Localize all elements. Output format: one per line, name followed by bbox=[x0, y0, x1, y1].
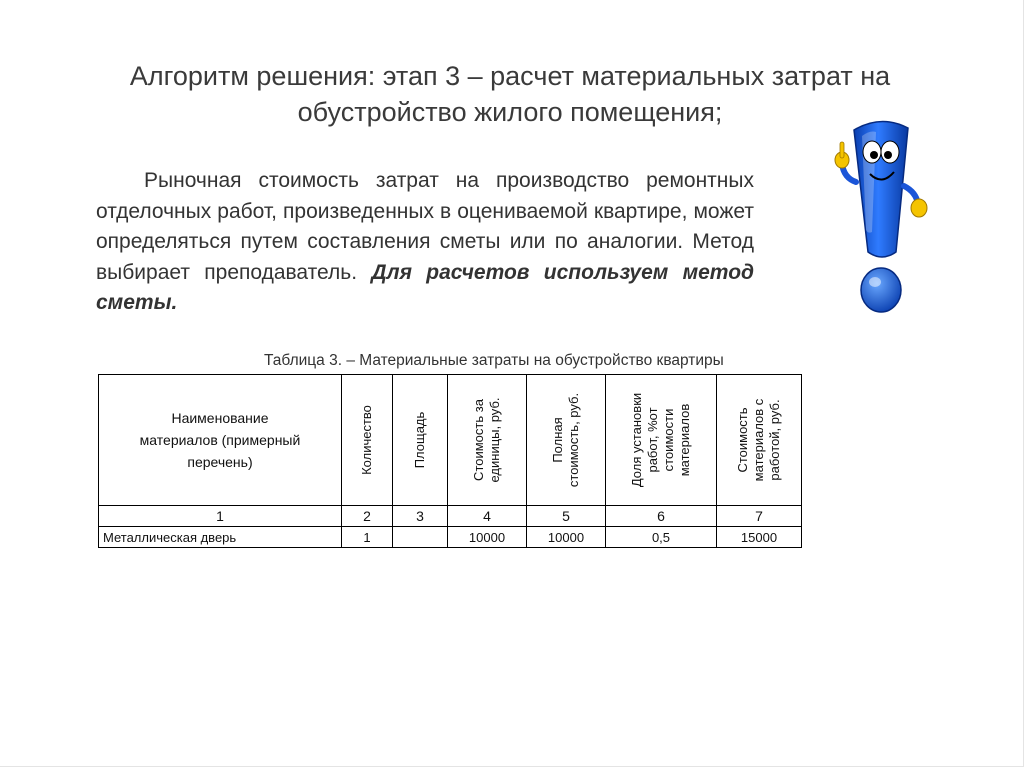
header-quantity: Количество bbox=[342, 375, 393, 506]
body-emphasis: Для расчетов используем метод сметы. bbox=[96, 260, 754, 314]
header-total-with-work: Стоимость материалов с работой, руб. bbox=[717, 375, 802, 506]
header-name: Наименование материалов (примерный перечень) bbox=[99, 375, 342, 506]
cell-unit-cost: 10000 bbox=[448, 527, 527, 548]
table-row bbox=[99, 527, 802, 548]
exclamation-mark-character-icon bbox=[826, 112, 936, 322]
body-paragraph bbox=[96, 166, 754, 319]
table-caption: Таблица 3. – Материальные затраты на обустройство квартиры bbox=[264, 352, 724, 369]
body-text: Рыночная стоимость затрат на производство ремонтных отделочных работ, произведенных в оцениваемой квартире, может определяться путем составления сметы или по аналогии. Метод выбирает преподаватель. bbox=[96, 169, 754, 284]
cell-material-name: Металлическая дверь bbox=[99, 527, 342, 548]
col-number: 3 bbox=[393, 506, 448, 527]
materials-table bbox=[98, 374, 802, 548]
col-number: 1 bbox=[99, 506, 342, 527]
header-full-cost: Полная стоимость, руб. bbox=[527, 375, 606, 506]
title-line-2: обустройство жилого помещения; bbox=[297, 97, 723, 127]
col-number: 6 bbox=[606, 506, 717, 527]
cell-quantity: 1 bbox=[342, 527, 393, 548]
cell-full-cost: 10000 bbox=[527, 527, 606, 548]
col-number: 4 bbox=[448, 506, 527, 527]
cell-total-with-work: 15000 bbox=[717, 527, 802, 548]
table-header-row bbox=[99, 375, 802, 506]
title-line-1: Алгоритм решения: этап 3 – расчет материальных затрат на bbox=[129, 61, 891, 91]
col-number: 7 bbox=[717, 506, 802, 527]
col-number: 5 bbox=[527, 506, 606, 527]
col-number: 2 bbox=[342, 506, 393, 527]
cell-install-share: 0,5 bbox=[606, 527, 717, 548]
cell-area bbox=[393, 527, 448, 548]
header-install-share: Доля установки работ, %от стоимости материалов bbox=[606, 375, 717, 506]
column-number-row bbox=[99, 506, 802, 527]
header-area: Площадь bbox=[393, 375, 448, 506]
slide-title bbox=[60, 58, 960, 130]
header-unit-cost: Стоимость за единицы, руб. bbox=[448, 375, 527, 506]
